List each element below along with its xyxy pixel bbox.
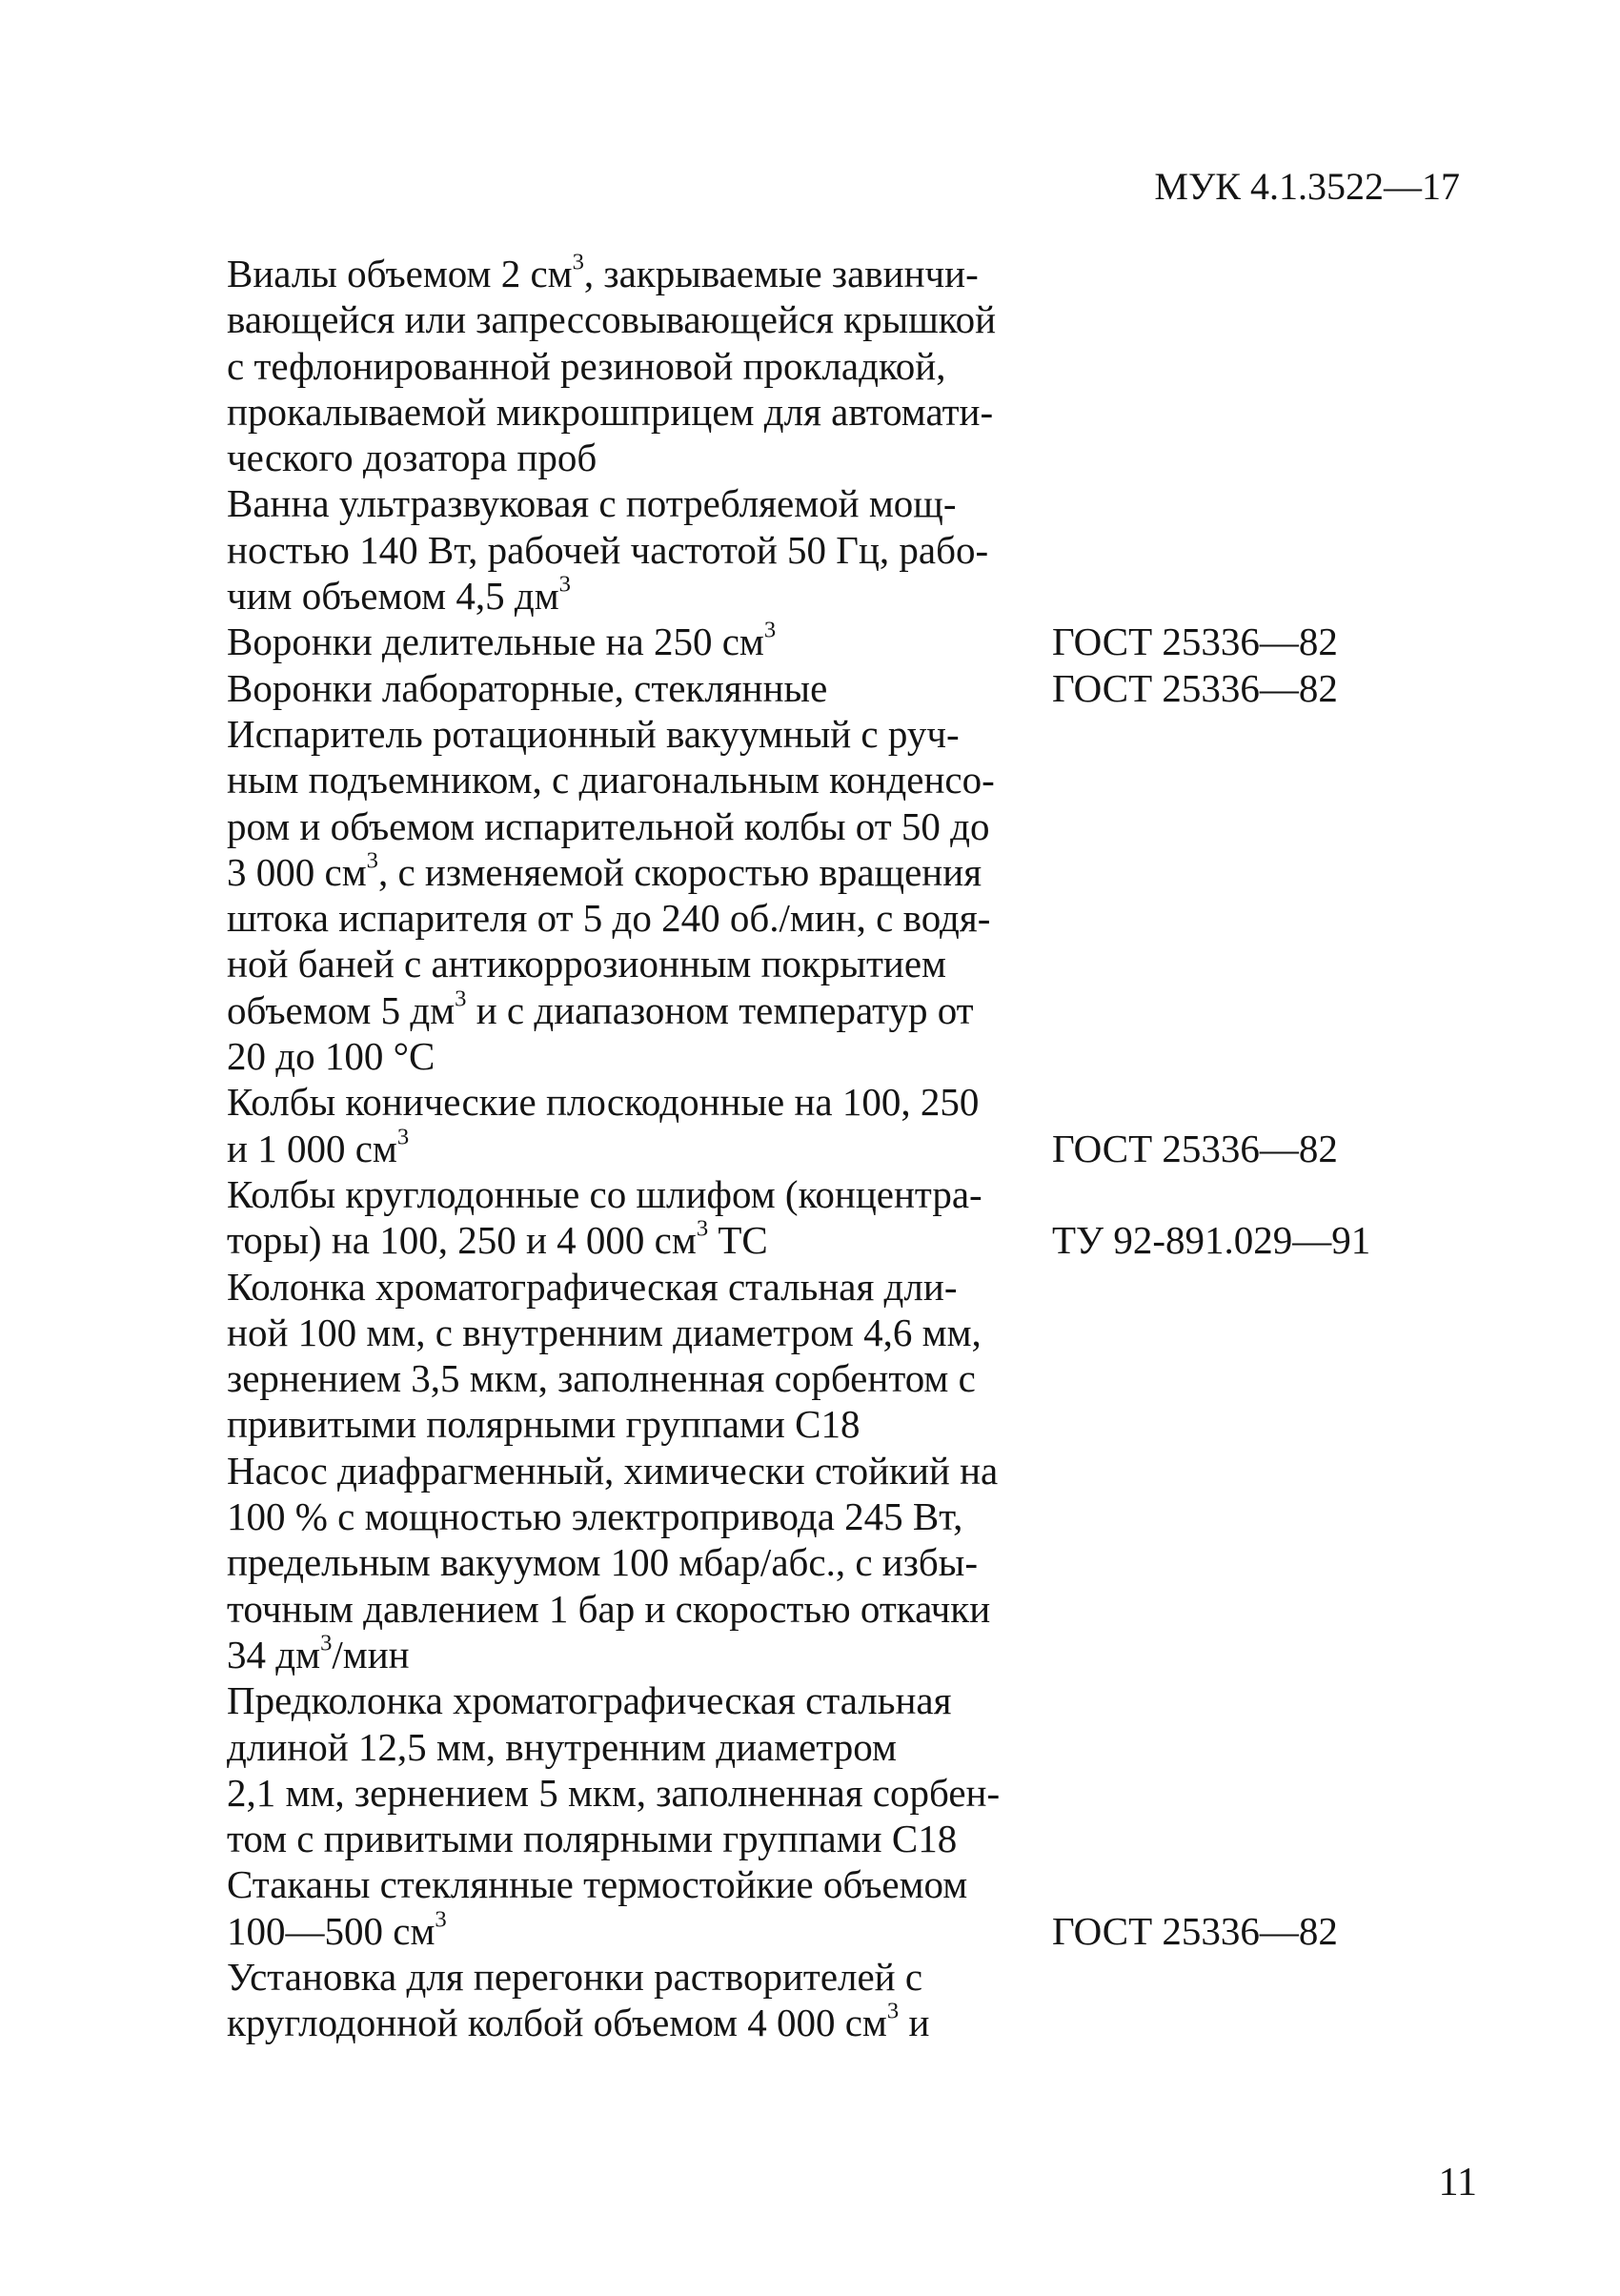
entry-text: с тефлонированной резиновой прокладкой, [227,343,946,388]
entry-line [227,1171,1428,1217]
entry-line [227,2000,1428,2045]
entry-text: 3 000 $см^3$, с изменяемой скоростью вращения [227,847,982,894]
entry-text: ным подъемником, с диагональным конденсо- [227,758,995,803]
entry-text: вающейся или запрессовывающейся крышкой [227,297,997,342]
equipment-entry [227,1861,1428,1954]
standard-reference: ГОСТ 25336—82 [1052,665,1338,710]
entry-text: Ванна ультразвуковая с потребляемой мощ- [227,481,957,526]
entry-text: Колбы конические плоскодонные на 100, 250 [227,1080,980,1125]
standard-reference: ТУ 92-891.029—91 [1052,1218,1371,1263]
entry-text: объемом 5 $дм^3$ и с диапазоном температур от [227,985,974,1032]
entry-text: длиной 12,5 мм, внутренним диаметром [227,1724,897,1769]
entry-line [227,389,1428,435]
entry-line [227,987,1428,1033]
equipment-entry [227,711,1428,1079]
entry-text: Стаканы стеклянные термостойкие объемом [227,1862,968,1907]
entry-text: точным давлением 1 бар и скоростью откачки [227,1586,991,1631]
entry-text: Воронки делительные на 250 $см^3$ [227,617,777,664]
entry-text: Колонка хроматографическая стальная дли- [227,1264,958,1309]
document-code-header: МУК 4.1.3522—17 [1154,165,1460,208]
equipment-entry [227,1448,1428,1677]
entry-line [227,1908,1428,1954]
entry-text: торы) на 100, 250 и 4 000 $см^3$ ТС [227,1215,768,1263]
entry-text: ной 100 мм, с внутренним диаметром 4,6 мм, [227,1310,982,1354]
entry-text: Установка для перегонки растворителей с [227,1954,923,1999]
entry-text: Испаритель ротационный вакуумный с руч- [227,711,960,756]
entry-text: зернением 3,5 мкм, заполненная сорбентом с [227,1356,976,1401]
entry-line [227,619,1428,664]
entry-line [227,895,1428,941]
entry-line [227,1264,1428,1310]
entry-line [227,251,1428,296]
entry-line [227,1861,1428,1907]
entry-line [227,480,1428,526]
entry-text: 100 % с мощностью электропривода 245 Вт, [227,1494,963,1539]
entry-text: 100—500 $см^3$ [227,1906,447,1953]
entry-line [227,573,1428,619]
entry-line [227,849,1428,895]
entry-line [227,1770,1428,1816]
entry-line [227,941,1428,986]
equipment-entry [227,1677,1428,1861]
entry-text: 2,1 мм, зернением 5 мкм, заполненная сорбен- [227,1770,1001,1815]
entry-line [227,1586,1428,1632]
entry-line [227,665,1428,711]
entry-text: чим объемом 4,5 $дм^3$ [227,571,571,619]
equipment-entry [227,1079,1428,1171]
equipment-entry [227,1171,1428,1264]
standard-reference: ГОСТ 25336—82 [1052,620,1338,664]
entry-text: прокалываемой микрошприцем для автомати- [227,389,994,434]
equipment-entry [227,619,1428,664]
entry-line [227,435,1428,480]
entry-line [227,1033,1428,1079]
entry-text: ром и объемом испарительной колбы от 50 до [227,803,990,848]
entry-text: 20 до 100 °С [227,1034,435,1079]
entry-line [227,1493,1428,1539]
entry-text: привитыми полярными группами С18 [227,1402,861,1447]
equipment-entry [227,1264,1428,1448]
entry-text: том с привитыми полярными группами С18 [227,1817,958,1861]
equipment-entry [227,665,1428,711]
entry-line [227,1401,1428,1447]
entry-text: Насос диафрагменный, химически стойкий на [227,1448,999,1493]
entry-line [227,1217,1428,1263]
entry-text: 34 $дм^3$/мин [227,1630,410,1676]
entry-line [227,1539,1428,1585]
entry-text: Колбы круглодонные со шлифом (концентра- [227,1171,982,1216]
standard-reference: ГОСТ 25336—82 [1052,1126,1338,1170]
standard-reference: ГОСТ 25336—82 [1052,1908,1338,1953]
entry-text: ной баней с антикоррозионным покрытием [227,942,946,986]
entry-line [227,1632,1428,1677]
entry-text: предельным вакуумом 100 мбар/абс., с избы- [227,1540,978,1585]
entry-line [227,1310,1428,1355]
entry-line [227,1954,1428,2000]
entry-text: и 1 000 $см^3$ [227,1124,410,1170]
equipment-list [227,251,1428,2046]
entry-line [227,757,1428,803]
entry-line [227,343,1428,389]
entry-text: круглодонной колбой объемом 4 000 $см^3$ и [227,1998,930,2045]
entry-line [227,1126,1428,1171]
equipment-entry [227,1954,1428,2046]
page-number: 11 [1438,2161,1477,2205]
entry-text: ческого дозатора проб [227,436,597,480]
entry-line [227,1816,1428,1861]
entry-line [227,803,1428,849]
entry-text: Виалы объемом 2 $см^3$, закрываемые завинчи- [227,249,979,295]
equipment-entry [227,251,1428,480]
entry-line [227,527,1428,573]
entry-text: штока испарителя от 5 до 240 об./мин, с водя- [227,896,991,941]
entry-text: Предколонка хроматографическая стальная [227,1678,952,1723]
entry-text: Воронки лабораторные, стеклянные [227,665,828,710]
entry-line [227,1079,1428,1125]
entry-line [227,1724,1428,1770]
entry-line [227,711,1428,757]
entry-line [227,1355,1428,1401]
entry-text: ностью 140 Вт, рабочей частотой 50 Гц, рабо- [227,527,989,572]
entry-line [227,1677,1428,1723]
equipment-entry [227,480,1428,619]
entry-line [227,296,1428,342]
entry-line [227,1448,1428,1493]
